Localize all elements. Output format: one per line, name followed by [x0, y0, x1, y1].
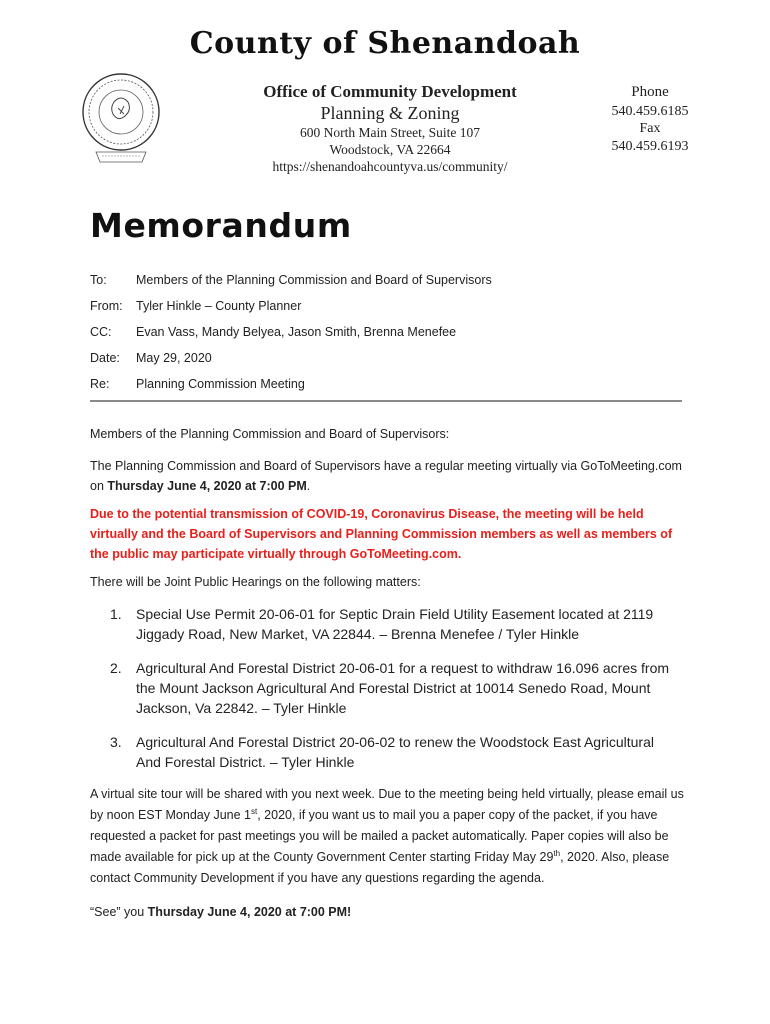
phone-label: Phone — [631, 84, 669, 100]
item-number: 2. — [110, 660, 122, 676]
memo-cc-row — [90, 325, 456, 339]
item-text: Agricultural And Forestal District 20-06-02 to renew the Woodstock East Agricultural And Forestal District. – Tyler Hinkle — [136, 734, 654, 770]
re-label: Re: — [90, 377, 110, 391]
intro-text: The Planning Commission and Board of Supervisors have a regular meeting virtually via GoToMeeting.com on — [90, 459, 682, 493]
closing-text-3: , 2020. Also, please contact Community Development if you have any questions regarding the agenda. — [90, 850, 670, 885]
salutation: Members of the Planning Commission and Board of Supervisors: — [90, 427, 450, 441]
item-text: Agricultural And Forestal District 20-06-01 for a request to withdraw 16.096 acres from the Mount Jackson Agricultural And Forestal District at 10014 Senedo Road, Mount Jackson, Va 22842. – Tyler Hinkle — [136, 660, 670, 716]
item-number: 3. — [110, 734, 122, 750]
website-link[interactable]: https://shenandoahcountyva.us/community/ — [272, 159, 508, 174]
header-divider — [90, 400, 682, 402]
address-line1: 600 North Main Street, Suite 107 — [300, 125, 480, 140]
memo-date-row — [90, 351, 212, 365]
office-block — [220, 82, 560, 175]
fax-label: Fax — [639, 121, 661, 136]
memo-re-row — [90, 377, 305, 391]
signoff-datetime: Thursday June 4, 2020 at 7:00 PM! — [147, 905, 352, 919]
list-item — [110, 604, 680, 644]
closing-text-1: A virtual site tour will be shared with you next week. Due to the meeting being held virtually, please email us by noon EST Monday June 1 — [90, 787, 684, 822]
county-seal — [78, 72, 164, 168]
cc-label: CC: — [90, 325, 112, 339]
department-name: Planning & Zoning — [320, 103, 460, 123]
list-item — [110, 732, 680, 772]
meeting-datetime: Thursday June 4, 2020 at 7:00 PM — [107, 479, 307, 493]
address-line2: Woodstock, VA 22664 — [329, 142, 451, 157]
closing-sup-1: st — [251, 806, 258, 816]
memo-from-row — [90, 299, 301, 313]
phone-number: 540.459.6185 — [611, 103, 689, 119]
closing-text-2: , 2020, if you want us to mail you a paper copy of the packet, if you have requested a packet for past meetings you will be mailed a packet automatically. Paper copies will also be made available for pick up at the County Government Center starting Friday May 29 — [90, 808, 669, 864]
county-title: County of Shenandoah — [189, 26, 581, 61]
cc-value: Evan Vass, Mandy Belyea, Jason Smith, Brenna Menefee — [136, 325, 457, 339]
hearings-intro: There will be Joint Public Hearings on the following matters: — [90, 575, 421, 589]
re-value: Planning Commission Meeting — [136, 377, 305, 391]
from-label: From: — [90, 299, 123, 313]
to-label: To: — [90, 273, 107, 287]
covid-notice: Due to the potential transmission of COVID-19, Coronavirus Disease, the meeting will be held virtually and the Board of Supervisors and Planning Commission members as well as members of the public may participate virtually through GoToMeeting.com. — [90, 507, 673, 561]
office-name: Office of Community Development — [263, 82, 517, 101]
item-text: Special Use Permit 20-06-01 for Septic Drain Field Utility Easement located at 2119 Jiggady Road, New Market, VA 22844. – Brenna Menefee / Tyler Hinkle — [136, 606, 654, 642]
contact-block — [590, 84, 710, 155]
signoff-prefix: “See” you — [90, 905, 148, 919]
list-item — [110, 658, 680, 718]
intro-end: . — [306, 479, 311, 493]
memo-to-row — [90, 273, 492, 287]
closing-paragraph — [90, 784, 690, 889]
signoff — [90, 902, 690, 922]
date-label: Date: — [90, 351, 120, 365]
item-number: 1. — [110, 606, 122, 622]
to-value: Members of the Planning Commission and Board of Supervisors — [136, 273, 492, 287]
closing-sup-2: th — [553, 848, 561, 858]
from-value: Tyler Hinkle – County Planner — [136, 299, 302, 313]
intro-paragraph — [90, 456, 690, 496]
memo-title: Memorandum — [90, 206, 352, 245]
date-value: May 29, 2020 — [136, 351, 212, 365]
fax-number: 540.459.6193 — [611, 138, 689, 154]
